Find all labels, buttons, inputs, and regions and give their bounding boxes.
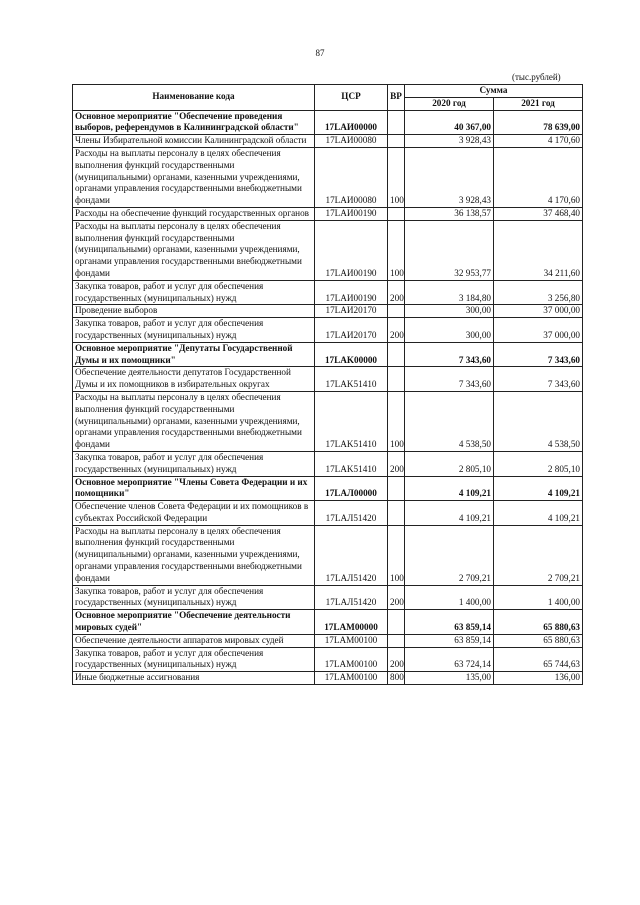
row-2020-cell: 3 928,43 — [405, 147, 494, 207]
row-vr-cell: 100 — [388, 147, 405, 207]
row-csr-cell: 17LAИ00080 — [315, 135, 388, 148]
row-2021-cell: 4 109,21 — [494, 476, 583, 501]
row-2021-cell: 4 170,60 — [494, 135, 583, 148]
row-csr-cell: 17LAИ00190 — [315, 207, 388, 220]
row-name-cell: Расходы на обеспечение функций государственных органов — [73, 207, 315, 220]
table-row — [73, 672, 583, 685]
row-name-cell: Основное мероприятие "Члены Совета Федерации и их помощники" — [73, 476, 315, 501]
row-2021-cell: 7 343,60 — [494, 367, 583, 392]
row-name-cell: Иные бюджетные ассигнования — [73, 672, 315, 685]
row-vr-cell: 100 — [388, 391, 405, 451]
row-2020-cell: 135,00 — [405, 672, 494, 685]
row-2021-cell: 7 343,60 — [494, 342, 583, 367]
row-2020-cell: 300,00 — [405, 305, 494, 318]
row-csr-cell: 17LAK51410 — [315, 391, 388, 451]
table-row — [73, 305, 583, 318]
row-name-cell: Обеспечение деятельности депутатов Государственной Думы и их помощников в избирательных округах — [73, 367, 315, 392]
row-name-cell: Основное мероприятие "Обеспечение деятельности мировых судей" — [73, 610, 315, 635]
row-csr-cell: 17LAЛ51420 — [315, 501, 388, 526]
row-2020-cell: 3 928,43 — [405, 135, 494, 148]
table-row — [73, 135, 583, 148]
row-2021-cell: 2 709,21 — [494, 525, 583, 585]
budget-table — [72, 84, 583, 685]
header-name: Наименование кода — [73, 85, 315, 111]
row-2020-cell: 1 400,00 — [405, 585, 494, 610]
row-2021-cell: 78 639,00 — [494, 110, 583, 135]
row-2020-cell: 2 805,10 — [405, 451, 494, 476]
row-csr-cell: 17LAK00000 — [315, 342, 388, 367]
row-name-cell: Закупка товаров, работ и услуг для обеспечения государственных (муниципальных) нужд — [73, 318, 315, 343]
page-number: 87 — [315, 48, 325, 58]
row-2020-cell: 63 859,14 — [405, 610, 494, 635]
row-vr-cell — [388, 207, 405, 220]
row-csr-cell: 17LAЛ51420 — [315, 525, 388, 585]
row-2020-cell: 300,00 — [405, 318, 494, 343]
row-csr-cell: 17LAK51410 — [315, 451, 388, 476]
row-vr-cell: 200 — [388, 585, 405, 610]
table-row-main — [73, 110, 583, 135]
row-name-cell: Закупка товаров, работ и услуг для обеспечения государственных (муниципальных) нужд — [73, 280, 315, 305]
row-2021-cell: 65 744,63 — [494, 647, 583, 672]
row-csr-cell: 17LAИ20170 — [315, 305, 388, 318]
row-2021-cell: 2 805,10 — [494, 451, 583, 476]
row-2021-cell: 136,00 — [494, 672, 583, 685]
row-vr-cell — [388, 634, 405, 647]
row-csr-cell: 17LAЛ51420 — [315, 585, 388, 610]
row-csr-cell: 17LAM00000 — [315, 610, 388, 635]
table-row-main — [73, 610, 583, 635]
row-vr-cell: 100 — [388, 220, 405, 280]
row-2020-cell: 36 138,57 — [405, 207, 494, 220]
row-2021-cell: 37 000,00 — [494, 318, 583, 343]
row-name-cell: Закупка товаров, работ и услуг для обеспечения государственных (муниципальных) нужд — [73, 647, 315, 672]
row-name-cell: Основное мероприятие "Обеспечение проведения выборов, референдумов в Калининградской области" — [73, 110, 315, 135]
row-name-cell: Закупка товаров, работ и услуг для обеспечения государственных (муниципальных) нужд — [73, 585, 315, 610]
row-csr-cell: 17LAИ00000 — [315, 110, 388, 135]
row-2021-cell: 65 880,63 — [494, 634, 583, 647]
row-vr-cell — [388, 610, 405, 635]
header-csr: ЦСР — [315, 85, 388, 111]
row-csr-cell: 17LAИ00080 — [315, 147, 388, 207]
row-vr-cell — [388, 305, 405, 318]
table-row — [73, 220, 583, 280]
header-year-2021: 2021 год — [494, 97, 583, 110]
header-sum: Сумма — [405, 85, 583, 98]
row-vr-cell: 100 — [388, 525, 405, 585]
row-name-cell: Члены Избирательной комиссии Калининградской области — [73, 135, 315, 148]
row-2021-cell: 34 211,60 — [494, 220, 583, 280]
table-row — [73, 367, 583, 392]
table-row — [73, 585, 583, 610]
row-csr-cell: 17LAИ20170 — [315, 318, 388, 343]
units-label: (тыс.рублей) — [512, 72, 561, 82]
row-2021-cell: 1 400,00 — [494, 585, 583, 610]
row-vr-cell — [388, 501, 405, 526]
row-vr-cell: 200 — [388, 647, 405, 672]
row-csr-cell: 17LAM00100 — [315, 634, 388, 647]
row-vr-cell — [388, 342, 405, 367]
table-body — [73, 110, 583, 684]
row-vr-cell: 200 — [388, 318, 405, 343]
table-row-main — [73, 342, 583, 367]
header-row — [73, 85, 583, 98]
row-vr-cell: 200 — [388, 451, 405, 476]
row-vr-cell — [388, 110, 405, 135]
row-2021-cell: 4 109,21 — [494, 501, 583, 526]
row-2020-cell: 2 709,21 — [405, 525, 494, 585]
row-csr-cell: 17LAИ00190 — [315, 220, 388, 280]
table-row — [73, 501, 583, 526]
row-vr-cell — [388, 476, 405, 501]
table-row-main — [73, 476, 583, 501]
table-row — [73, 391, 583, 451]
row-csr-cell: 17LAK51410 — [315, 367, 388, 392]
row-2021-cell: 37 000,00 — [494, 305, 583, 318]
row-name-cell: Проведение выборов — [73, 305, 315, 318]
table-row — [73, 647, 583, 672]
row-2021-cell: 65 880,63 — [494, 610, 583, 635]
table-row — [73, 207, 583, 220]
row-name-cell: Расходы на выплаты персоналу в целях обеспечения выполнения функций государственными (муниципальными) органами, казенными учреждениями, органами управления государственными внебюджетными фондами — [73, 391, 315, 451]
row-2020-cell: 4 538,50 — [405, 391, 494, 451]
row-name-cell: Закупка товаров, работ и услуг для обеспечения государственных (муниципальных) нужд — [73, 451, 315, 476]
row-vr-cell: 200 — [388, 280, 405, 305]
row-2020-cell: 63 724,14 — [405, 647, 494, 672]
row-2021-cell: 37 468,40 — [494, 207, 583, 220]
row-name-cell: Основное мероприятие "Депутаты Государственной Думы и их помощники" — [73, 342, 315, 367]
row-name-cell: Обеспечение деятельности аппаратов мировых судей — [73, 634, 315, 647]
row-name-cell: Расходы на выплаты персоналу в целях обеспечения выполнения функций государственными (муниципальными) органами, казенными учреждениями, органами управления государственными внебюджетными фондами — [73, 147, 315, 207]
header-vr: ВР — [388, 85, 405, 111]
table-row — [73, 280, 583, 305]
row-2020-cell: 4 109,21 — [405, 501, 494, 526]
row-2021-cell: 4 538,50 — [494, 391, 583, 451]
row-2020-cell: 63 859,14 — [405, 634, 494, 647]
row-2020-cell: 7 343,60 — [405, 342, 494, 367]
table-row — [73, 525, 583, 585]
row-2021-cell: 4 170,60 — [494, 147, 583, 207]
row-vr-cell: 800 — [388, 672, 405, 685]
row-2020-cell: 3 184,80 — [405, 280, 494, 305]
row-csr-cell: 17LAЛ00000 — [315, 476, 388, 501]
header-year-2020: 2020 год — [405, 97, 494, 110]
table-row — [73, 318, 583, 343]
row-2020-cell: 40 367,00 — [405, 110, 494, 135]
row-vr-cell — [388, 367, 405, 392]
row-csr-cell: 17LAM00100 — [315, 647, 388, 672]
row-2020-cell: 4 109,21 — [405, 476, 494, 501]
table-row — [73, 451, 583, 476]
row-2021-cell: 3 256,80 — [494, 280, 583, 305]
row-csr-cell: 17LAM00100 — [315, 672, 388, 685]
row-csr-cell: 17LAИ00190 — [315, 280, 388, 305]
table-row — [73, 147, 583, 207]
table-row — [73, 634, 583, 647]
row-vr-cell — [388, 135, 405, 148]
row-name-cell: Расходы на выплаты персоналу в целях обеспечения выполнения функций государственными (муниципальными) органами, казенными учреждениями, органами управления государственными внебюджетными фондами — [73, 220, 315, 280]
row-name-cell: Расходы на выплаты персоналу в целях обеспечения выполнения функций государственными (муниципальными) органами, казенными учреждениями, органами управления государственными внебюджетными фондами — [73, 525, 315, 585]
row-2020-cell: 32 953,77 — [405, 220, 494, 280]
row-name-cell: Обеспечение членов Совета Федерации и их помощников в субъектах Российской Федерации — [73, 501, 315, 526]
row-2020-cell: 7 343,60 — [405, 367, 494, 392]
